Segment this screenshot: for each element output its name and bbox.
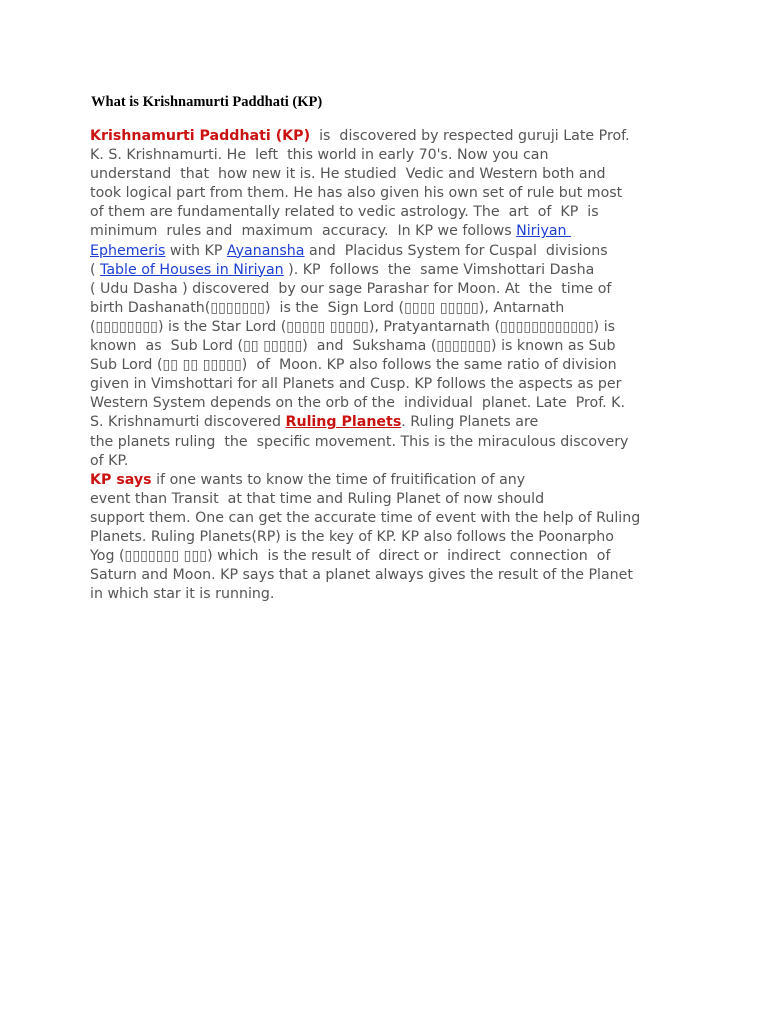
text-line: Planets. Ruling Planets(RP) is the key of KP. KP also follows the Poonarpho xyxy=(90,528,614,545)
text-line: KP says if one wants to know the time of fruitification of any xyxy=(90,471,526,488)
text-line: Western System depends on the orb of the individual planet. Late Prof. K. xyxy=(90,395,625,412)
niriyan-ephemeris-link[interactable]: Ephemeris xyxy=(90,242,166,259)
text-line: of them are fundamentally related to vedic astrology. The art of KP is xyxy=(90,204,599,221)
article-body xyxy=(90,127,690,604)
text-line: of KP. xyxy=(90,452,129,469)
text-line: event than Transit at that time and Ruling Planet of now should xyxy=(90,490,545,507)
article-title: What is Krishnamurti Paddhati (KP) xyxy=(91,94,323,110)
text-line: ( Udu Dasha ) discovered by our sage Parashar for Moon. At the time of xyxy=(90,280,612,297)
text-line: support them. One can get the accurate time of event with the help of Ruling xyxy=(90,509,641,526)
niriyan-ephemeris-link[interactable]: Niriyan xyxy=(516,223,572,240)
text-line: Sub Lord (▯▯ ▯▯ ▯▯▯▯▯) of Moon. KP also follows the same ratio of division xyxy=(90,357,617,374)
ayanansha-link[interactable]: Ayanansha xyxy=(226,242,305,259)
text-line: the planets ruling the specific movement. This is the miraculous discovery xyxy=(90,433,629,450)
text-line: Saturn and Moon. KP says that a planet always gives the result of the Planet xyxy=(90,567,633,584)
kp-highlight: Krishnamurti Paddhati (KP) xyxy=(90,128,311,144)
text-line: K. S. Krishnamurti. He left this world in early 70's. Now you can xyxy=(90,147,549,164)
text-line: Krishnamurti Paddhati (KP) is discovered by respected guruji Late Prof. xyxy=(90,128,630,144)
text-line: given in Vimshottari for all Planets and Cusp. KP follows the aspects as per xyxy=(90,376,622,393)
text-line: in which star it is running. xyxy=(90,586,275,603)
kp-says-highlight: KP says xyxy=(90,471,152,488)
text-line: S. Krishnamurti discovered Ruling Planets. Ruling Planets are xyxy=(90,414,539,431)
text-line: known as Sub Lord (▯▯ ▯▯▯▯▯) and Sukshama (▯▯▯▯▯▯▯) is known as Sub xyxy=(90,338,616,355)
text-line: Ephemeris with KP Ayanansha and Placidus System for Cuspal divisions xyxy=(90,242,608,259)
text-line: ( Table of Houses in Niriyan ). KP follows the same Vimshottari Dasha xyxy=(90,261,595,278)
text-line: Yog (▯▯▯▯▯▯▯ ▯▯▯) which is the result of direct or indirect connection of xyxy=(90,548,611,565)
text-line: minimum rules and maximum accuracy. In KP we follows Niriyan xyxy=(90,223,572,240)
text-line: birth Dashanath(▯▯▯▯▯▯▯) is the Sign Lord (▯▯▯▯ ▯▯▯▯▯), Antarnath xyxy=(90,299,565,316)
text-line: took logical part from them. He has also given his own set of rule but most xyxy=(90,185,623,202)
text-line: understand that how new it is. He studied Vedic and Western both and xyxy=(90,166,606,183)
text-line: (▯▯▯▯▯▯▯▯) is the Star Lord (▯▯▯▯▯ ▯▯▯▯▯), Pratyantarnath (▯▯▯▯▯▯▯▯▯▯▯▯) is xyxy=(90,318,616,335)
ruling-planets-link[interactable]: Ruling Planets xyxy=(285,414,402,431)
table-of-houses-link[interactable]: Table of Houses in Niriyan xyxy=(100,261,284,278)
